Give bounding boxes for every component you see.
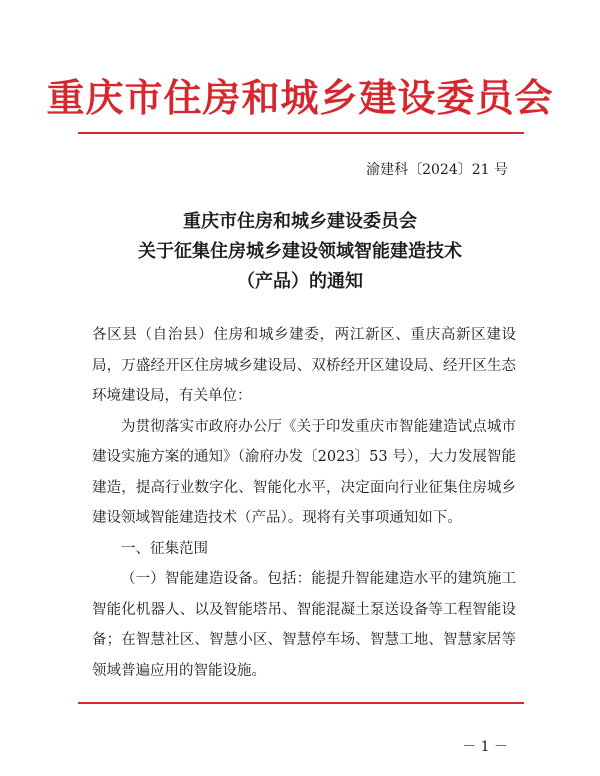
paragraph-intro: 为贯彻落实市政府办公厅《关于印发重庆市智能建造试点城市建设实施方案的通知》（渝府办发〔2023〕53 号），大力发展智能建造，提高行业数字化、智能化水平，决定面向行业征集住房城乡建设领域智能建造技术（产品）。现将有关事项通知如下。 [92,418,516,526]
document-number: 渝建科〔2024〕21 号 [366,162,508,178]
title-line-3: （产品）的通知 [237,271,363,292]
item-1-text: 包括：能提升智能建造水平的建筑施工智能化机器人、以及智能塔吊、智能混凝土泵送设备等工程智能设备；在智慧社区、智慧小区、智慧停车场、智慧工地、智慧家居等领域普遍应用的智能设施。 [92,571,517,679]
document-title [0,207,600,297]
issuer-name: 重庆市住房和城乡建设委员会 [46,75,554,120]
item-1 [92,564,516,686]
red-divider-bottom [78,702,524,704]
page-number: － 1 － [462,739,508,755]
red-divider-top [78,132,524,134]
title-line-2: 关于征集住房城乡建设领域智能建造技术 [138,241,462,262]
title-line-1: 重庆市住房和城乡建设委员会 [183,211,417,232]
document-body [92,320,516,686]
section-heading-scope: 一、征集范围 [121,540,208,557]
item-1-label: （一）智能建造设备。 [121,571,268,587]
addressee: 各区县（自治县）住房和城乡建委，两江新区、重庆高新区建设局，万盛经开区住房城乡建设局、双桥经开区建设局、经开区生态环境建设局，有关单位： [92,327,516,404]
